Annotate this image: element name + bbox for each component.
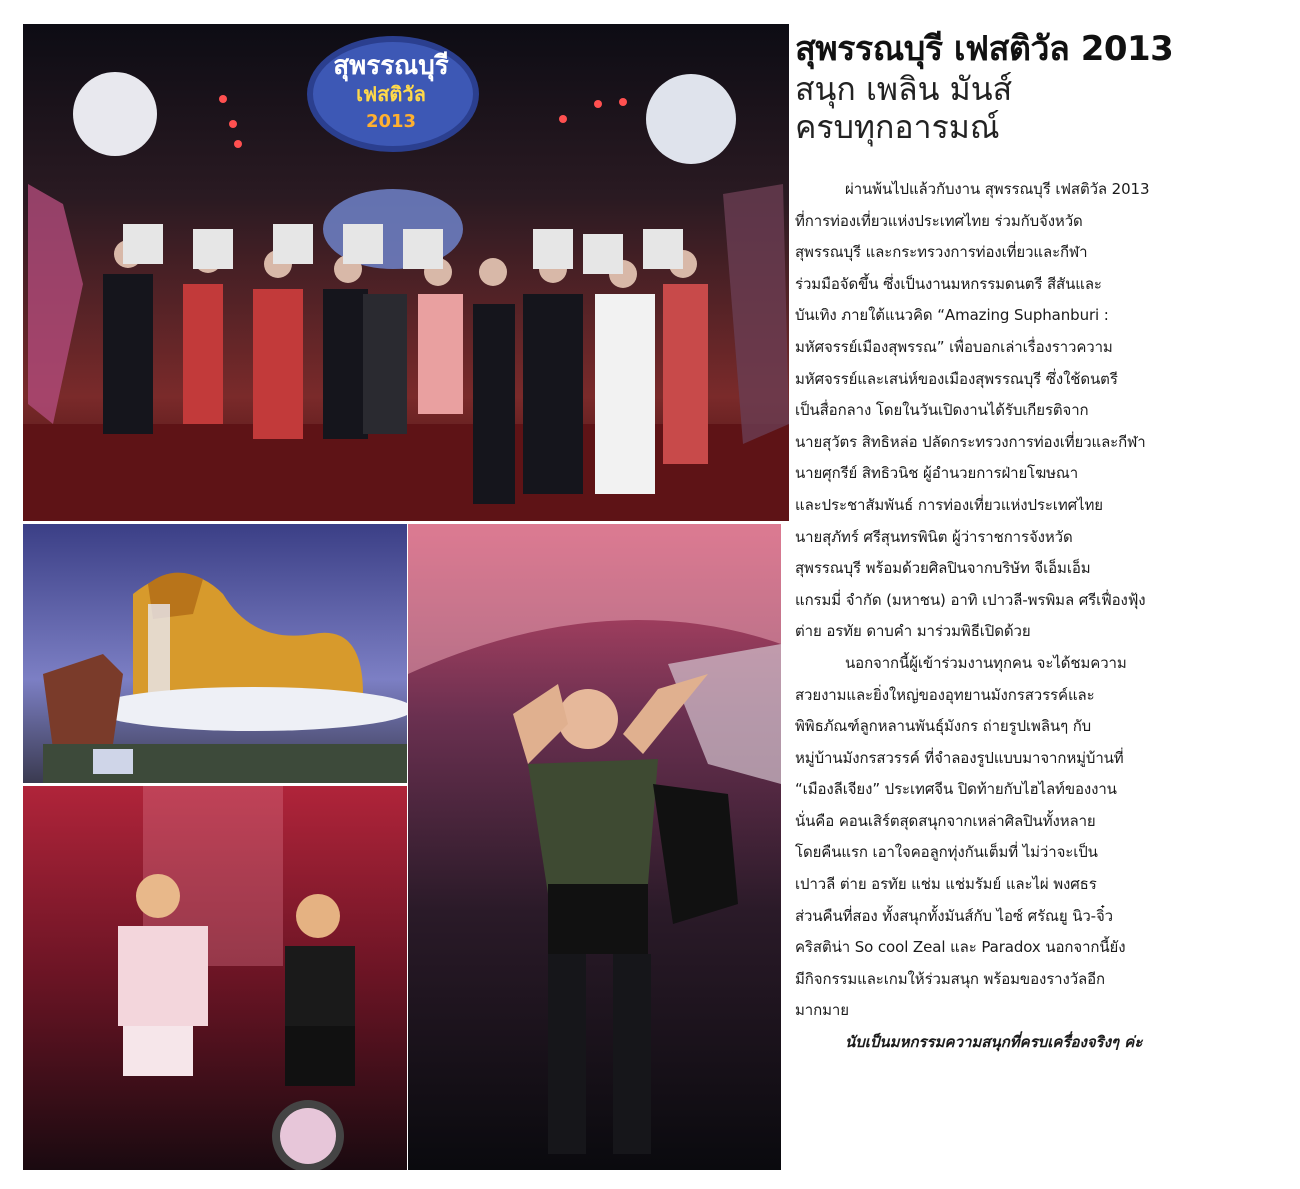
body-line: แกรมมี่ จำกัด (มหาชน) อาทิ เปาวลี-พรพิมล ศรีเฟื่องฟุ้ง: [795, 590, 1146, 609]
body-line: “เมืองลีเจียง” ประเทศจีน ปิดท้ายกับไฮไลท์ของงาน: [795, 780, 1117, 799]
body-line: พิพิธภัณฑ์ลูกหลานพันธุ์มังกร ถ่ายรูปเพลินๆ กับ: [795, 717, 1092, 736]
stage-banner-line3: 2013: [365, 111, 417, 132]
body-line: และประชาสัมพันธ์ การท่องเที่ยวแห่งประเทศไทย: [795, 495, 1103, 514]
body-line: ส่วนคืนที่สอง ทั้งสนุกทั้งมันส์กับ ไอซ์ ศรัณยู นิว-จิ๋ว: [795, 906, 1114, 925]
body-line: มหัศจรรย์เมืองสุพรรณ” เพื่อบอกเล่าเรื่องราวความ: [795, 337, 1113, 356]
stage-group-photo: [23, 24, 789, 521]
body-line: หมู่บ้านมังกรสวรรค์ ที่จำลองรูปแบบมาจากหมู่บ้านที่: [795, 748, 1124, 767]
body-line: นายสุภัทร์ ศรีสุนทรพินิต ผู้ว่าราชการจังหวัด: [795, 527, 1073, 546]
body-line: โดยคืนแรก เอาใจคอลูกทุ่งกันเต็มที่ ไม่ว่าจะเป็น: [795, 843, 1098, 862]
body-line: ที่การท่องเที่ยวแห่งประเทศไทย ร่วมกับจังหวัด: [795, 211, 1083, 230]
body-line: มากมาย: [795, 1001, 849, 1020]
body-line: สุพรรณบุรี และกระทรวงการท่องเที่ยวและกีฬา: [795, 243, 1088, 262]
article-column: [795, 28, 1285, 1059]
body-line: บันเทิง ภายใต้แนวคิด “Amazing Suphanburi :: [795, 306, 1109, 325]
body-line: นั่นคือ คอนเสิร์ตสุดสนุกจากเหล่าศิลปินทั้งหลาย: [795, 811, 1096, 830]
article-subtitle-2: ครบทุกอารมณ์: [795, 108, 1000, 146]
body-line: มหัศจรรย์และเสน่ห์ของเมืองสุพรรณบุรี ซึ่งใช้ดนตรี: [795, 369, 1118, 388]
dragon-park-photo: [23, 524, 407, 783]
stage-banner: [316, 52, 466, 136]
body-line: ต่าย อรทัย ดาบคำ มาร่วมพิธีเปิดด้วย: [795, 622, 1031, 641]
performer-photo: [408, 524, 781, 1170]
stage-banner-line2: เฟสติวัล: [356, 82, 426, 106]
body-line: นอกจากนี้ผู้เข้าร่วมงานทุกคน จะได้ชมความ: [845, 653, 1127, 672]
stage-banner-line1: สุพรรณบุรี: [333, 51, 449, 81]
closing-line: นับเป็นมหกรรมความสนุกที่ครบเครื่องจริงๆ ค่ะ: [845, 1033, 1143, 1052]
body-line: สุพรรณบุรี พร้อมด้วยศิลปินจากบริษัท จีเอ็มเอ็ม: [795, 559, 1091, 578]
body-line: มีกิจกรรมและเกมให้ร่วมสนุก พร้อมของรางวัลอีก: [795, 969, 1106, 988]
article-body: [795, 174, 1285, 1059]
body-line: นายสุวัตร สิทธิหล่อ ปลัดกระทรวงการท่องเที่ยวและกีฬา: [795, 432, 1146, 451]
article-title: สุพรรณบุรี เฟสติวัล 2013: [795, 29, 1174, 69]
body-line: คริสติน่า So cool Zeal และ Paradox นอกจากนี้ยัง: [795, 938, 1126, 957]
body-line: สวยงามและยิ่งใหญ่ของอุทยานมังกรสวรรค์และ: [795, 685, 1095, 704]
body-line: เปาวลี ต่าย อรทัย แช่ม แช่มรัมย์ และไผ่ พงศธร: [795, 875, 1097, 894]
body-line: ผ่านพ้นไปแล้วกับงาน สุพรรณบุรี เฟสติวัล 2013: [845, 180, 1150, 198]
article-subtitle-1: สนุก เพลิน มันส์: [795, 70, 1013, 108]
singers-photo: [23, 786, 407, 1170]
body-line: นายศุกรีย์ สิทธิวนิช ผู้อำนวยการฝ่ายโฆษณา: [795, 464, 1079, 483]
body-line: ร่วมมือจัดขึ้น ซึ่งเป็นงานมหกรรมดนตรี สีสันและ: [795, 274, 1102, 293]
body-line: เป็นสื่อกลาง โดยในวันเปิดงานได้รับเกียรติจาก: [795, 401, 1089, 420]
